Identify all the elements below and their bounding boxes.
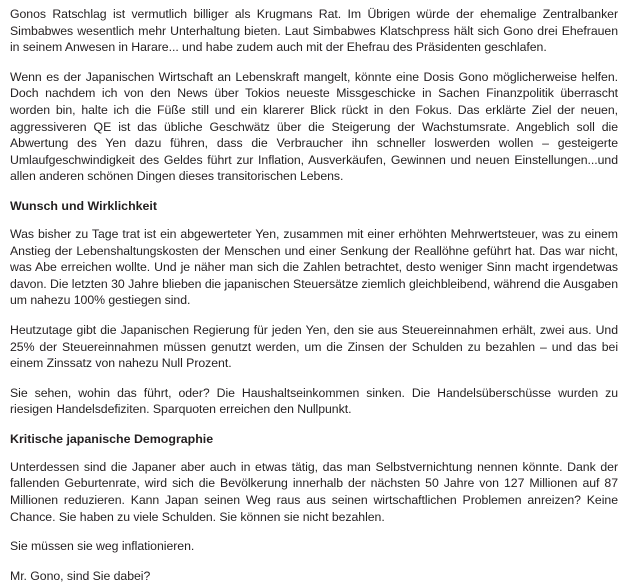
heading-kritische-demographie: Kritische japanische Demographie xyxy=(10,431,214,446)
paragraph-selbstvernichtung: Unterdessen sind die Japaner aber auch in etwas tätig, das man Selbstvernichtung nennen könnte. Dank der fallenden Geburtenrate, wird sich die Bevölkerung innerhalb der nächsten 50 Jahre von 127 Millionen auf 87 Millionen reduzieren. Kann Japan seinen Weg raus aus seinen wirtschaftlichen Problemen anreizen? Keine Chance. Sie haben zu viele Schulden. Sie können sie nicht bezahlen. xyxy=(10,459,618,524)
heading-wunsch-und-wirklichkeit: Wunsch und Wirklichkeit xyxy=(10,198,157,213)
paragraph-japanische-regierung: Heutzutage gibt die Japanischen Regierung für jeden Yen, den sie aus Steuereinnahmen erhält, zwei aus. Und 25% der Steuereinnahmen müssen genutzt werden, um die Zinsen der Schulden zu bezahlen – und das bei einem Zinssatz von nahezu Null Prozent. xyxy=(10,322,618,371)
paragraph-haushaltseinkommen: Sie sehen, wohin das führt, oder? Die Haushaltseinkommen sinken. Die Handelsüberschüsse wurden zu riesigen Handelsdefiziten. Sparquoten erreichen den Nullpunkt. xyxy=(10,385,618,417)
paragraph-gonos-ratschlag: Gonos Ratschlag ist vermutlich billiger als Krugmans Rat. Im Übrigen würde der ehemalige Zentralbanker Simbabwes wesentlich mehr Unterhaltung bieten. Laut Simbabwes Klatschpress hält sich Gono drei Ehefrauen in seinem Anwesen in Harare... und habe zudem auch mit der Ehefrau des Präsidenten geschlafen. xyxy=(10,7,618,55)
paragraph-mr-gono: Mr. Gono, sind Sie dabei? xyxy=(10,568,151,583)
paragraph-abgewerteter-yen: Was bisher zu Tage trat ist ein abgewerteter Yen, zusammen mit einer erhöhten Mehrwertsteuer, was zu einem Anstieg der Lebenshaltungskosten der Menschen und einer Senkung der Reallöhne geführt hat. Das war nicht, was Abe erreichen wollte. Und je näher man sich die Zahlen betrachtet, desto weniger Sinn macht irgendetwas davon. Die letzten 30 Jahre blieben die japanischen Steuersätze ziemlich gleichbleibend, während die Ausgaben um nahezu 100% gestiegen sind. xyxy=(10,226,618,308)
paragraph-japanische-wirtschaft: Wenn es der Japanischen Wirtschaft an Lebenskraft mangelt, könnte eine Dosis Gono möglicherweise helfen. Doch nachdem ich von den News über Tokios neueste Missgeschicke in Sachen Finanzpolitik überrascht worden bin, halte ich die Füße still und ein klarerer Blick rückt in den Fokus. Das erklärte Ziel der neuen, aggressiveren QE ist das übliche Geschwätz über die Steigerung der Wachstumsrate. Angeblich soll die Abwertung des Yen dazu führen, dass die Verbraucher ihn schneller loswerden wollen – gesteigerte Umlaufgeschwindigkeit des Geldes führt zur Inflation, Ausverkäufen, Gewinnen und neuen Einstellungen...und allen anderen schönen Dingen dieses transitorischen Lebens. xyxy=(10,69,618,184)
paragraph-inflationieren: Sie müssen sie weg inflationieren. xyxy=(10,539,195,554)
